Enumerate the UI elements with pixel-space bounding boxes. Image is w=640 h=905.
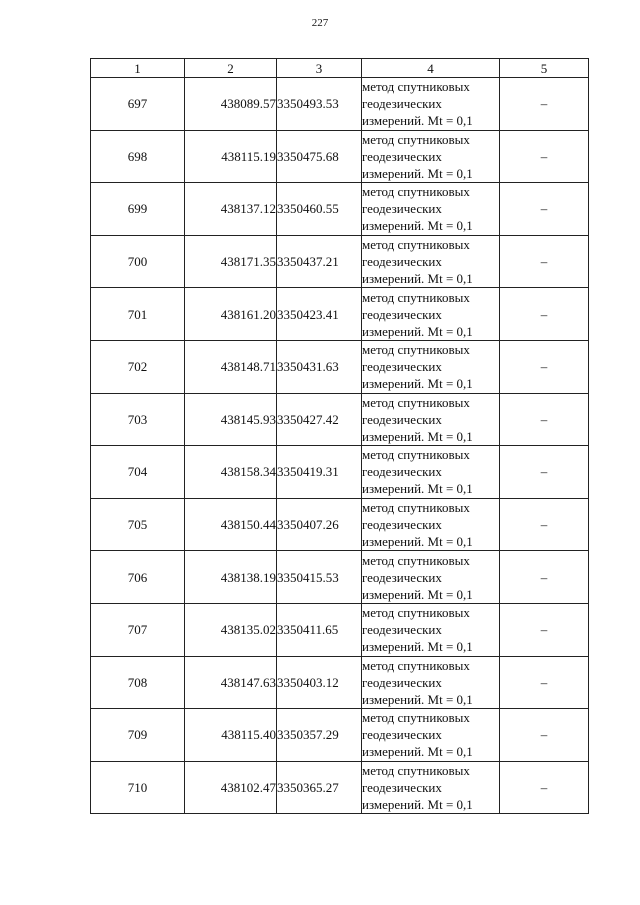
y-coordinate-cell: 3350431.63: [277, 340, 362, 393]
note-cell: –: [500, 183, 589, 236]
note-cell: –: [500, 288, 589, 341]
x-coordinate-cell: 438138.19: [185, 551, 277, 604]
method-cell: метод спутниковых геодезических измерений. Mt = 0,1: [362, 130, 500, 183]
header-col-2: 2: [185, 59, 277, 78]
x-coordinate-cell: 438147.63: [185, 656, 277, 709]
method-cell: метод спутниковых геодезических измерений. Mt = 0,1: [362, 498, 500, 551]
x-coordinate-cell: 438089.57: [185, 78, 277, 131]
note-cell: –: [500, 130, 589, 183]
x-coordinate-cell: 438115.40: [185, 709, 277, 762]
method-cell: метод спутниковых геодезических измерений. Mt = 0,1: [362, 446, 500, 499]
table-row: [91, 603, 589, 656]
note-cell: –: [500, 78, 589, 131]
x-coordinate-cell: 438158.34: [185, 446, 277, 499]
y-coordinate-cell: 3350403.12: [277, 656, 362, 709]
x-coordinate-cell: 438102.47: [185, 761, 277, 814]
x-coordinate-cell: 438145.93: [185, 393, 277, 446]
header-col-4: 4: [362, 59, 500, 78]
x-coordinate-cell: 438137.12: [185, 183, 277, 236]
page-number: 227: [311, 17, 329, 29]
x-coordinate-cell: 438161.20: [185, 288, 277, 341]
method-cell: метод спутниковых геодезических измерений. Mt = 0,1: [362, 761, 500, 814]
x-coordinate-cell: 438171.35: [185, 235, 277, 288]
table-row: [91, 761, 589, 814]
point-number-cell: 697: [91, 78, 185, 131]
table-row: [91, 130, 589, 183]
y-coordinate-cell: 3350357.29: [277, 709, 362, 762]
y-coordinate-cell: 3350415.53: [277, 551, 362, 604]
method-cell: метод спутниковых геодезических измерений. Mt = 0,1: [362, 183, 500, 236]
note-cell: –: [500, 551, 589, 604]
point-number-cell: 709: [91, 709, 185, 762]
table-row: [91, 446, 589, 499]
note-cell: –: [500, 393, 589, 446]
table-header-row: [91, 59, 589, 78]
point-number-cell: 706: [91, 551, 185, 604]
point-number-cell: 702: [91, 340, 185, 393]
x-coordinate-cell: 438115.19: [185, 130, 277, 183]
note-cell: –: [500, 235, 589, 288]
note-cell: –: [500, 498, 589, 551]
point-number-cell: 701: [91, 288, 185, 341]
point-number-cell: 698: [91, 130, 185, 183]
note-cell: –: [500, 446, 589, 499]
header-col-1: 1: [91, 59, 185, 78]
method-cell: метод спутниковых геодезических измерений. Mt = 0,1: [362, 603, 500, 656]
method-cell: метод спутниковых геодезических измерений. Mt = 0,1: [362, 551, 500, 604]
x-coordinate-cell: 438150.44: [185, 498, 277, 551]
method-cell: метод спутниковых геодезических измерений. Mt = 0,1: [362, 340, 500, 393]
table-row: [91, 393, 589, 446]
y-coordinate-cell: 3350493.53: [277, 78, 362, 131]
point-number-cell: 699: [91, 183, 185, 236]
table-row: [91, 498, 589, 551]
point-number-cell: 707: [91, 603, 185, 656]
note-cell: –: [500, 761, 589, 814]
point-number-cell: 705: [91, 498, 185, 551]
point-number-cell: 703: [91, 393, 185, 446]
table-row: [91, 340, 589, 393]
y-coordinate-cell: 3350427.42: [277, 393, 362, 446]
table-row: [91, 183, 589, 236]
y-coordinate-cell: 3350437.21: [277, 235, 362, 288]
note-cell: –: [500, 340, 589, 393]
x-coordinate-cell: 438135.02: [185, 603, 277, 656]
method-cell: метод спутниковых геодезических измерений. Mt = 0,1: [362, 288, 500, 341]
method-cell: метод спутниковых геодезических измерений. Mt = 0,1: [362, 78, 500, 131]
y-coordinate-cell: 3350411.65: [277, 603, 362, 656]
table-row: [91, 709, 589, 762]
point-number-cell: 708: [91, 656, 185, 709]
y-coordinate-cell: 3350407.26: [277, 498, 362, 551]
note-cell: –: [500, 656, 589, 709]
table-body: [91, 78, 589, 814]
header-col-5: 5: [500, 59, 589, 78]
y-coordinate-cell: 3350419.31: [277, 446, 362, 499]
header-col-3: 3: [277, 59, 362, 78]
method-cell: метод спутниковых геодезических измерений. Mt = 0,1: [362, 656, 500, 709]
y-coordinate-cell: 3350423.41: [277, 288, 362, 341]
method-cell: метод спутниковых геодезических измерений. Mt = 0,1: [362, 235, 500, 288]
method-cell: метод спутниковых геодезических измерений. Mt = 0,1: [362, 709, 500, 762]
x-coordinate-cell: 438148.71: [185, 340, 277, 393]
y-coordinate-cell: 3350460.55: [277, 183, 362, 236]
point-number-cell: 700: [91, 235, 185, 288]
table-row: [91, 656, 589, 709]
point-number-cell: 710: [91, 761, 185, 814]
note-cell: –: [500, 603, 589, 656]
table-row: [91, 288, 589, 341]
note-cell: –: [500, 709, 589, 762]
y-coordinate-cell: 3350365.27: [277, 761, 362, 814]
coordinates-table: [90, 58, 589, 814]
method-cell: метод спутниковых геодезических измерений. Mt = 0,1: [362, 393, 500, 446]
table-row: [91, 78, 589, 131]
y-coordinate-cell: 3350475.68: [277, 130, 362, 183]
table-row: [91, 551, 589, 604]
table-row: [91, 235, 589, 288]
point-number-cell: 704: [91, 446, 185, 499]
